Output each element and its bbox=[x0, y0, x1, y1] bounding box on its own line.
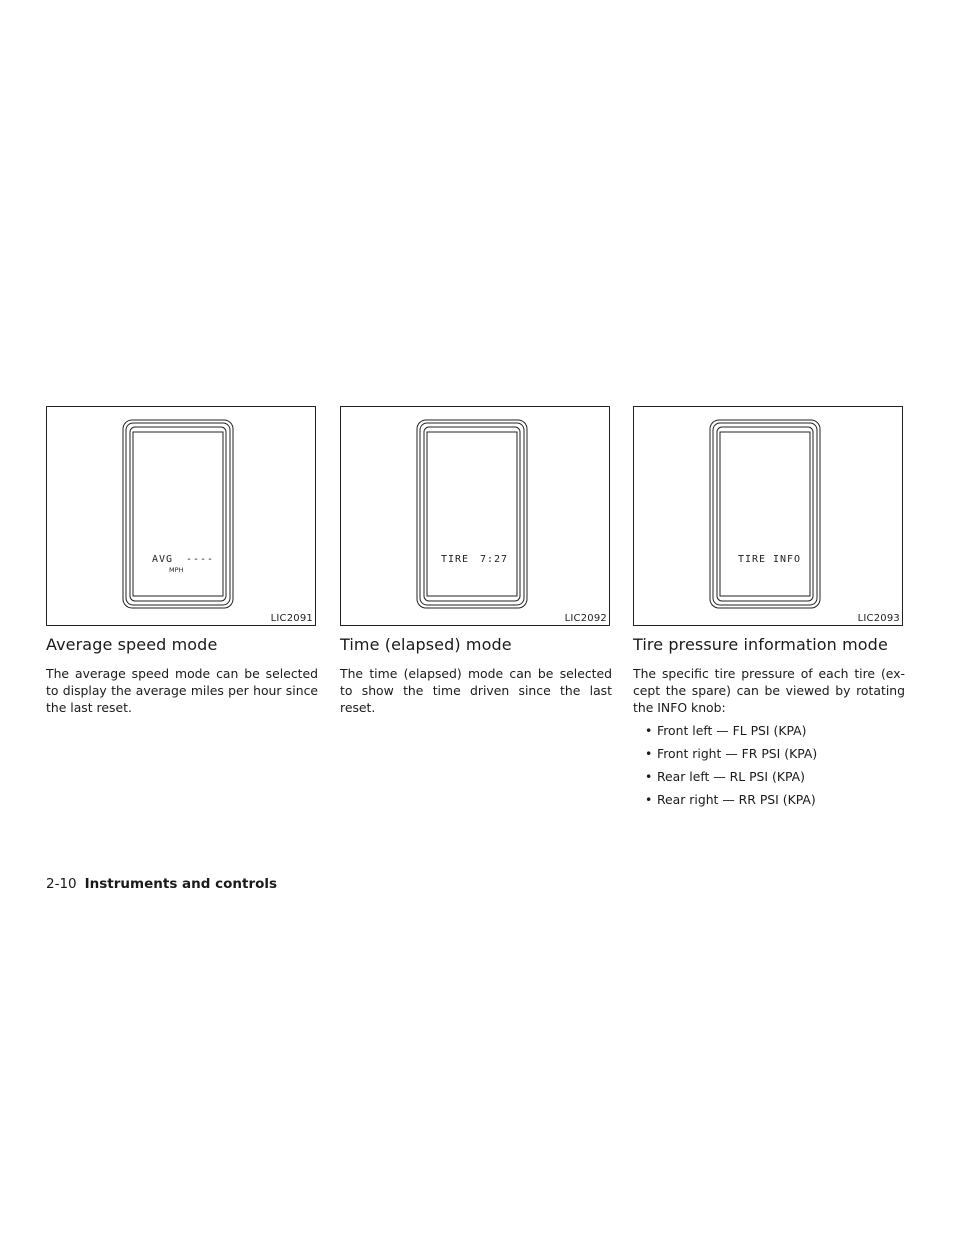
lcd-line2: MPH bbox=[169, 566, 184, 574]
list-item-text: Front right — FR PSI (KPA) bbox=[657, 746, 818, 761]
column-tire-pressure bbox=[633, 406, 905, 814]
lcd-line1-right: INFO bbox=[773, 554, 802, 565]
page-footer bbox=[46, 876, 277, 892]
bullet-icon: • bbox=[645, 792, 653, 807]
section-body: The specific tire pressure of each tire (ex- cept the spare) can be viewed by rotating the INFO knob: bbox=[633, 666, 905, 715]
lcd-display-illustration bbox=[341, 407, 611, 627]
column-average-speed bbox=[46, 406, 318, 716]
lcd-line1-left: AVG bbox=[152, 554, 174, 565]
lcd-line1-right: 7:27 bbox=[480, 554, 509, 565]
bullet-icon: • bbox=[645, 723, 653, 738]
section-heading: Time (elapsed) mode bbox=[340, 635, 512, 654]
figure-code: LIC2091 bbox=[270, 613, 313, 624]
bullet-icon: • bbox=[645, 769, 653, 784]
section-body: The average speed mode can be selected to display the average miles per hour since the last reset. bbox=[46, 666, 318, 715]
figure-code: LIC2093 bbox=[857, 613, 900, 624]
bullet-icon: • bbox=[645, 746, 653, 761]
page-number: 2-10 bbox=[46, 876, 77, 892]
tire-pressure-list bbox=[633, 722, 905, 808]
lcd-display-illustration bbox=[634, 407, 904, 627]
list-item bbox=[645, 745, 905, 762]
figure-time-elapsed-display bbox=[340, 406, 610, 626]
figure-code: LIC2092 bbox=[564, 613, 607, 624]
section-title: Instruments and controls bbox=[84, 876, 278, 892]
figure-average-speed-display bbox=[46, 406, 316, 626]
lcd-line1-left: TIRE bbox=[441, 554, 470, 565]
list-item-text: Rear left — RL PSI (KPA) bbox=[657, 769, 805, 784]
column-time-elapsed bbox=[340, 406, 612, 716]
list-item-text: Front left — FL PSI (KPA) bbox=[657, 723, 807, 738]
section-body: The time (elapsed) mode can be selected to show the time driven since the last reset. bbox=[340, 666, 612, 715]
list-item-text: Rear right — RR PSI (KPA) bbox=[657, 792, 816, 807]
figure-tire-info-display bbox=[633, 406, 903, 626]
lcd-display-illustration bbox=[47, 407, 317, 627]
lcd-line1-right: ---- bbox=[186, 554, 215, 565]
section-heading: Average speed mode bbox=[46, 635, 218, 654]
list-item bbox=[645, 768, 905, 785]
section-heading: Tire pressure information mode bbox=[633, 635, 888, 654]
lcd-line1-left: TIRE bbox=[738, 554, 767, 565]
list-item bbox=[645, 791, 905, 808]
list-item bbox=[645, 722, 905, 739]
